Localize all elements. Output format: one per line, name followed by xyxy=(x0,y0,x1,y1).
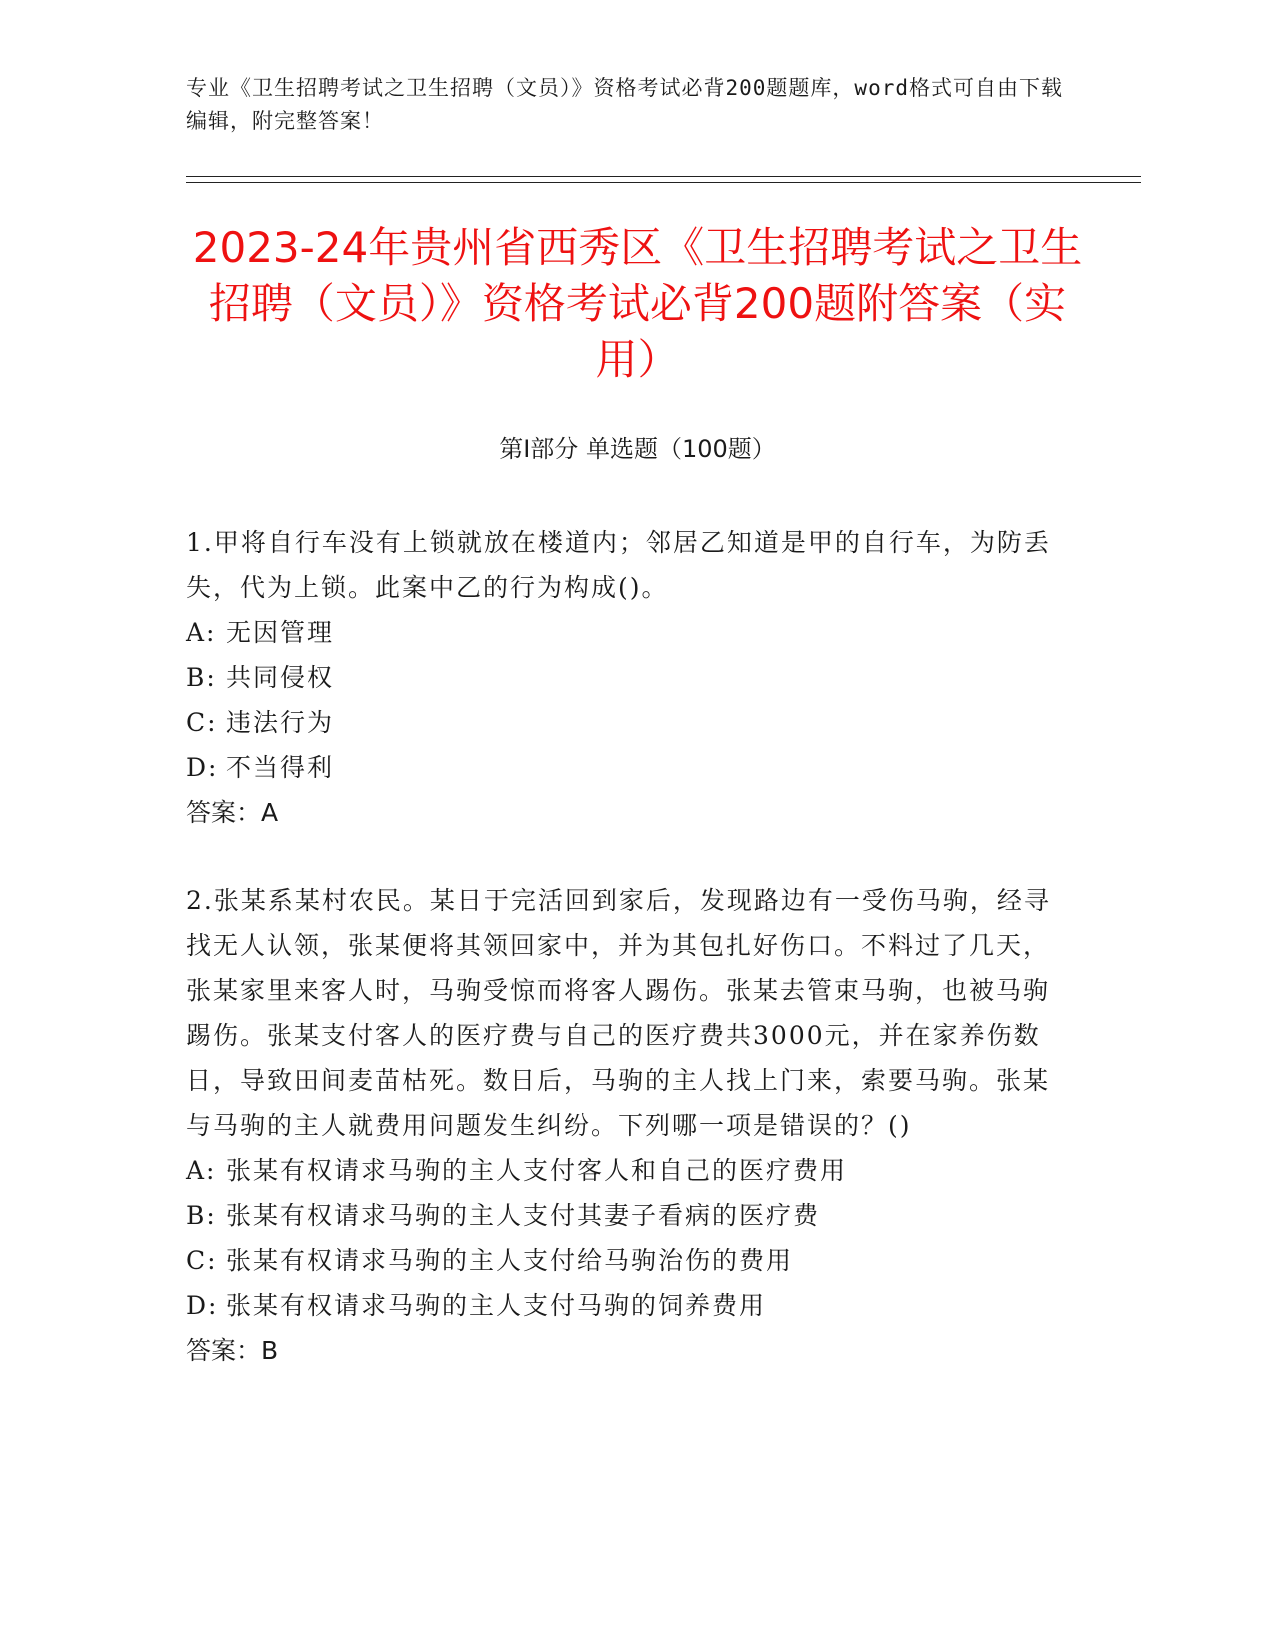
option-text: 违法行为 xyxy=(226,708,335,737)
answer-label: 答案： xyxy=(186,1336,262,1365)
option-a xyxy=(186,1148,1066,1193)
header-divider-bottom xyxy=(186,182,1141,183)
option-letter: B: xyxy=(186,1201,217,1230)
option-b xyxy=(186,1193,1066,1238)
option-letter: C: xyxy=(186,708,218,737)
question-stem: 1.甲将自行车没有上锁就放在楼道内；邻居乙知道是甲的自行车，为防丢失，代为上锁。此案中乙的行为构成()。 xyxy=(186,528,1051,602)
option-text: 张某有权请求马驹的主人支付马驹的饲养费用 xyxy=(226,1291,767,1320)
question-1 xyxy=(186,520,1066,835)
option-letter: B: xyxy=(186,663,217,692)
answer-label: 答案： xyxy=(186,798,262,827)
option-letter: D: xyxy=(186,753,219,782)
option-letter: C: xyxy=(186,1246,218,1275)
header-divider-top xyxy=(186,176,1141,177)
option-c xyxy=(186,1238,1066,1283)
section-heading: 第Ⅰ部分 单选题（100题） xyxy=(499,435,776,463)
document-title: 2023-24年贵州省西秀区《卫生招聘考试之卫生招聘（文员）》资格考试必背200题附答案（实用） xyxy=(192,223,1083,384)
option-letter: D: xyxy=(186,1291,219,1320)
option-text: 共同侵权 xyxy=(226,663,335,692)
option-text: 张某有权请求马驹的主人支付给马驹治伤的费用 xyxy=(226,1246,794,1275)
option-text: 无因管理 xyxy=(226,618,335,647)
answer-value: A xyxy=(261,798,279,827)
option-a xyxy=(186,610,1066,655)
question-2 xyxy=(186,878,1066,1373)
option-letter: A: xyxy=(186,618,217,647)
option-text: 张某有权请求马驹的主人支付其妻子看病的医疗费 xyxy=(226,1201,821,1230)
answer-line xyxy=(186,1328,1066,1373)
question-stem: 2.张某系某村农民。某日于完活回到家后，发现路边有一受伤马驹，经寻找无人认领，张某便将其领回家中，并为其包扎好伤口。不料过了几天，张某家里来客人时，马驹受惊而将客人踢伤。张某去管束马驹，也被马驹踢伤。张某支付客人的医疗费与自己的医疗费共3000元，并在家养伤数日，导致田间麦苗枯死。数日后，马驹的主人找上门来，索要马驹。张某与马驹的主人就费用问题发生纠纷。下列哪一项是错误的？() xyxy=(186,886,1051,1140)
option-c xyxy=(186,700,1066,745)
option-letter: A: xyxy=(186,1156,217,1185)
header-note: 专业《卫生招聘考试之卫生招聘（文员）》资格考试必背200题题库，word格式可自由下载编辑，附完整答案！ xyxy=(186,76,1063,133)
option-text: 张某有权请求马驹的主人支付客人和自己的医疗费用 xyxy=(226,1156,848,1185)
option-d xyxy=(186,745,1066,790)
answer-value: B xyxy=(261,1336,279,1365)
option-text: 不当得利 xyxy=(226,753,335,782)
answer-line xyxy=(186,790,1066,835)
option-b xyxy=(186,655,1066,700)
option-d xyxy=(186,1283,1066,1328)
